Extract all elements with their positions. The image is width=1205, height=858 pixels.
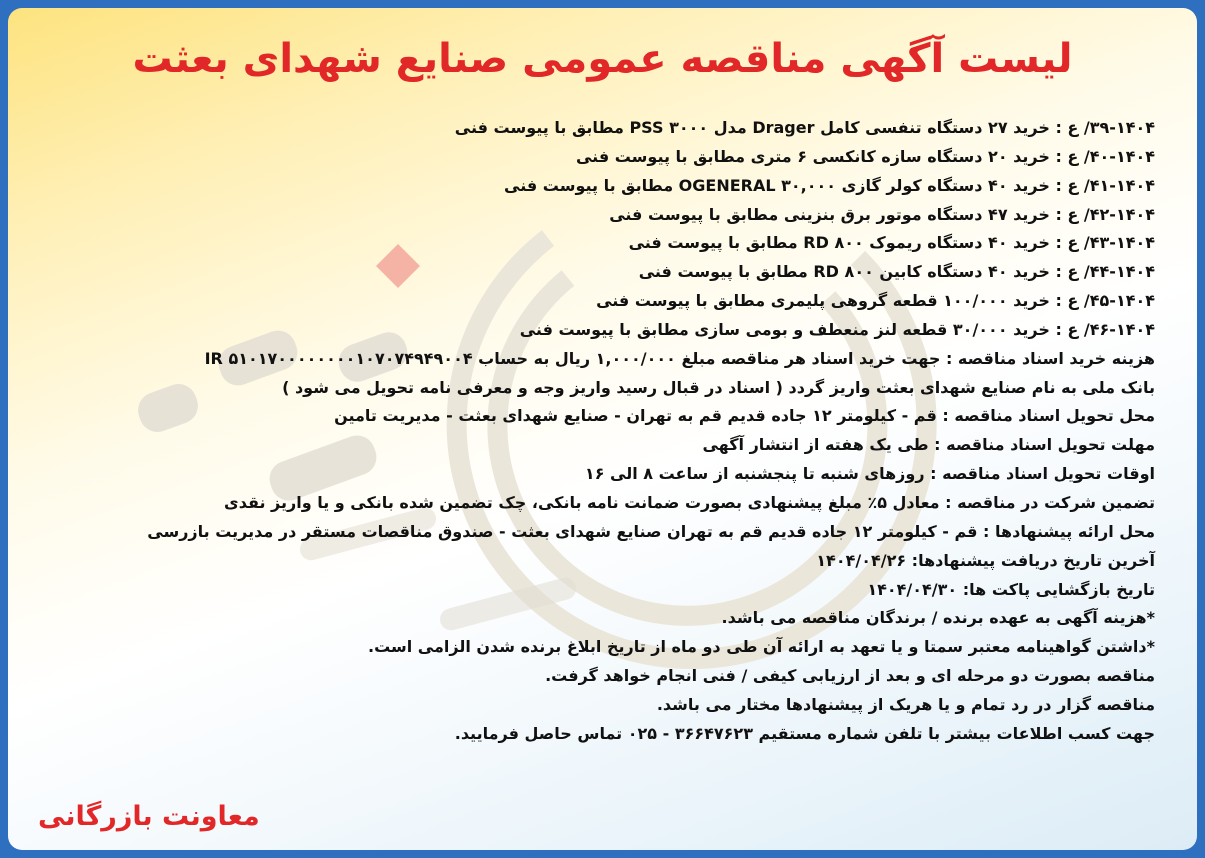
- delivery-hours-line: اوقات تحویل اسناد مناقصه : روزهای شنبه تا پنجشنبه از ساعت ۸ الی ۱۶: [584, 464, 1155, 484]
- tender-item-41: ۴۱-۱۴۰۴/ ع : خرید ۴۰ دستگاه کولر گازی ۳۰,۰۰۰ OGENERAL مطابق با پیوست فنی: [504, 175, 1155, 195]
- document-fee-line: هزینه خرید اسناد مناقصه : جهت خرید اسناد هر مناقصه مبلغ ۱,۰۰۰/۰۰۰ ریال به حساب ۵۱۰۱۷۰۰۰۰۰۰۰۰۱۰۷۰۷۴۹۴۹۰۰۴ IR: [204, 348, 1155, 368]
- delivery-deadline-line: مهلت تحویل اسناد مناقصه : طی یک هفته از انتشار آگهی: [702, 435, 1155, 455]
- submission-location-line: محل ارائه پیشنهادها : قم - کیلومتر ۱۲ جاده قدیم قم به تهران صنایع شهدای بعثت - صندوق مناقصات مستقر در مدیریت بازرسی: [147, 521, 1155, 541]
- rejection-rights-note: مناقصه گزار در رد تمام و یا هریک از پیشنهادها مختار می باشد.: [656, 694, 1155, 714]
- guarantee-line: تضمین شرکت در مناقصه : معادل ۵٪ مبلغ پیشنهادی بصورت ضمانت نامه بانکی، چک تضمین شده بانکی و یا واریز نقدی: [224, 492, 1155, 512]
- signature: معاونت بازرگانی: [38, 801, 260, 832]
- bank-payment-line: بانک ملی به نام صنایع شهدای بعثت واریز گردد ( اسناد در قبال رسید واریز وجه و معرفی نامه تحویل می شود ): [282, 377, 1155, 397]
- contact-line: جهت کسب اطلاعات بیشتر با تلفن شماره مستقیم ۳۶۶۴۷۶۲۳ - ۰۲۵ تماس حاصل فرمایید.: [454, 723, 1155, 743]
- submission-deadline-line: آخرین تاریخ دریافت پیشنهادها: ۱۴۰۴/۰۴/۲۶: [816, 550, 1155, 570]
- tender-item-43: ۴۳-۱۴۰۴/ ع : خرید ۴۰ دستگاه ریموک ۸۰۰ RD مطابق با پیوست فنی: [628, 233, 1155, 253]
- delivery-location-line: محل تحویل اسناد مناقصه : قم - کیلومتر ۱۲ جاده قدیم قم به تهران - صنایع شهدای بعثت - مدیریت تامین: [334, 406, 1155, 426]
- notice-lines: [55, 114, 1155, 749]
- notice-frame: [8, 8, 1197, 850]
- ad-cost-note: *هزینه آگهی به عهده برنده / برندگان مناقصه می باشد.: [721, 608, 1155, 628]
- tender-item-46: ۴۶-۱۴۰۴/ ع : خرید ۳۰/۰۰۰ قطعه لنز منعطف و بومی سازی مطابق با پیوست فنی: [519, 319, 1155, 339]
- tender-item-42: ۴۲-۱۴۰۴/ ع : خرید ۴۷ دستگاه موتور برق بنزینی مطابق با پیوست فنی: [609, 204, 1155, 224]
- two-stage-note: مناقصه بصورت دو مرحله ای و بعد از ارزیابی کیفی / فنی انجام خواهد گرفت.: [545, 666, 1155, 686]
- certificate-note: *داشتن گواهینامه معتبر سمتا و یا تعهد به ارائه آن طی دو ماه از تاریخ ابلاغ برنده شدن الزامی است.: [367, 637, 1155, 657]
- tender-item-45: ۴۵-۱۴۰۴/ ع : خرید ۱۰۰/۰۰۰ قطعه گروهی پلیمری مطابق با پیوست فنی: [596, 291, 1155, 311]
- tender-item-40: ۴۰-۱۴۰۴/ ع : خرید ۲۰ دستگاه سازه کانکسی ۶ متری مطابق با پیوست فنی: [575, 146, 1155, 166]
- opening-date-line: تاریخ بازگشایی پاکت ها: ۱۴۰۴/۰۴/۳۰: [867, 579, 1155, 599]
- tender-item-39: ۳۹-۱۴۰۴/ ع : خرید ۲۷ دستگاه تنفسی کامل Drager مدل ۳۰۰۰ PSS مطابق با پیوست فنی: [454, 118, 1155, 137]
- notice-title: لیست آگهی مناقصه عمومی صنایع شهدای بعثت: [132, 36, 1073, 82]
- tender-item-44: ۴۴-۱۴۰۴/ ع : خرید ۴۰ دستگاه کابین ۸۰۰ RD مطابق با پیوست فنی: [638, 262, 1155, 282]
